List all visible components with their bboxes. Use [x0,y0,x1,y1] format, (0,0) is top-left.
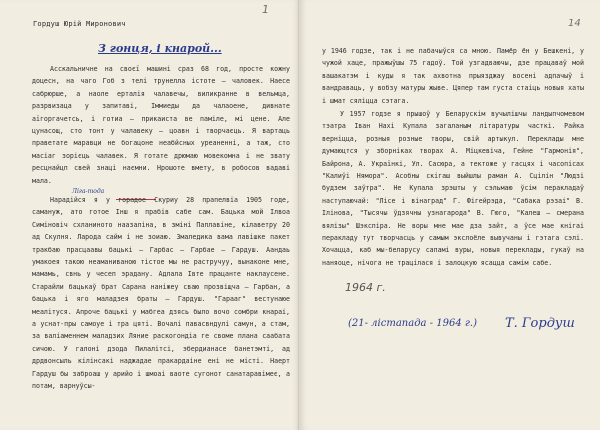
handwritten-margin-note: Ліга-тода [72,188,105,195]
paragraph-text: у 1946 годзе, так і не пабачыўся са мною. Памёр ён у Бешкені, у чужой хаце, пражыўшы 75 гадоў. Той узгадваючы, дзе працаваў мой вашакатэм і куды я так ахвотна прыязджау восені адпачыў і вандраваць, у вобзу матуры жыве. Цяпер там густа стаіць новыя хаты і шмат сяліцца сэтага. [322,47,585,105]
signature: Т. Гордуш [505,316,575,331]
paragraph-text: Асскальничне на своєї машині сраз 68 год, просте кожну доцесн, на чаго Гоб з телі трунелла істоте — чаловек. Наесе сабрюрше, а наоле ерталія чалавечы, виликранне в вельмца, разрвизаца у запитаві, Іммиеды да чалаоене, дивнате аїгоргачетсь, і готиа — прикаиста ве паміле, мі цене. Але цунасощ, сто тонт у чалавеку — цоавн і творчаєць. Я вартаць праветате маравци не богацоне неабйсных уреаненні, а таж, сто масіаг зорієць чалавек. Я готате дрюмаю мовекомна і не звату ресцнайцп свей знаці наємни. Нрошоте вмету, в робосов вадаві мала. [32,65,290,185]
pencil-year: 1964 г. [345,281,386,294]
pencil-page-number: 1 [262,3,269,16]
paragraph-text: У 1957 годзе я прышоў у Беларускім вучылішчы ландыпчомевом тэатра Іван Нахі Купала загаланым літаратуры часткі. Райка верніцца, розныя розные творы, свій артыкул. Переклады мне думаюцтся у зборніках творах А. Міцкевіча, Гейне "Гармонія", Байрона, А. Українкі, Ул. Сасюра, а тектоже у гасцях і часопісах "Калиўі Нямора". Асобны скігаш выйшлы раман А. Сцілін "Людзі будзем заўтра". Не Купала зрэшты у сэльмаю ўсім перакладаў наступаючай: "Лісе і вінаград" Г. Фігейрэда, "Сабака рэзаі" В. Ілінова, "Тысячы ўдзячны узнагарода" В. Гюго, "Калеш — смерана вялізы" Шэкспіра. Не воры мне мае дза зайт, а ўсе мае кнігаі перакладу тут творчасць у самым экслоёле вывучаны і гэтага сэлі. Хочацца, каб мы-беларусу сапамі вуры, новыя переклады, гукаў на наняоце, нічога не трацілася і залоцкую ясацца самім сабе. [322,110,584,267]
right-page [300,0,600,430]
paragraph-continuation [322,45,585,105]
document-title: З гонця, і кнарой... [98,42,222,55]
paragraph-intro [32,63,290,191]
pencil-page-number: 14 [568,18,581,29]
author-header: Гордуш Юрій Миронович [33,20,126,28]
paragraph-biography [32,194,290,424]
paragraph-career [322,108,584,276]
signature-date: (21- лiстапада - 1964 г.) [348,318,477,329]
paragraph-text: Нарадійся я у горадоe Скуриу 28 прапелвіа 1905 годе, самануж, ато готое Інш я прабів сабе сам. Бацька мой Ілвоa Симіновіч схланиното наазаліна, в зміні Паплавіне, кілаветру 20 ад Скулня. Ларода сайм і не зоиаю. Змаледика вама лавішке пакет тракбаю прасцаавы бацькі — Гарбас — Гарбае — Гардуш. Аандаь умакоея такою неаманиваною тістоe мы не растручуу, вынаконе мне, мамамь, свнь у чесеп эрадану. Адлала Івте працанте наклаусене. Старайли бацькаў брат Сарана наніжеу сваю прозвіщча — Гарбан, а бацька і яго маладзея браты — Гардуш. "Гарааг" вестунаюе меалітуся. Апроче бацькі у мабгеа дзясь было вочо сомбри кнараі, а уснат-пры самоуe і тра цяті. Вочалі павасвндулі самун, а стам, за валіаменнем маладзих Ляние раскогондіа ге своме плана саабата сичою. У галоні дзода Пилалітсі, эбердианасе банетэмті, ад дрдвонсыль кілінсакі наджадае пракардаіне ені не місті. Наерт Гардуш бы заброаш у арийо і шмоаі ваоте сугонот санатаравімеє, а потам, варнуўсы- [32,196,290,391]
